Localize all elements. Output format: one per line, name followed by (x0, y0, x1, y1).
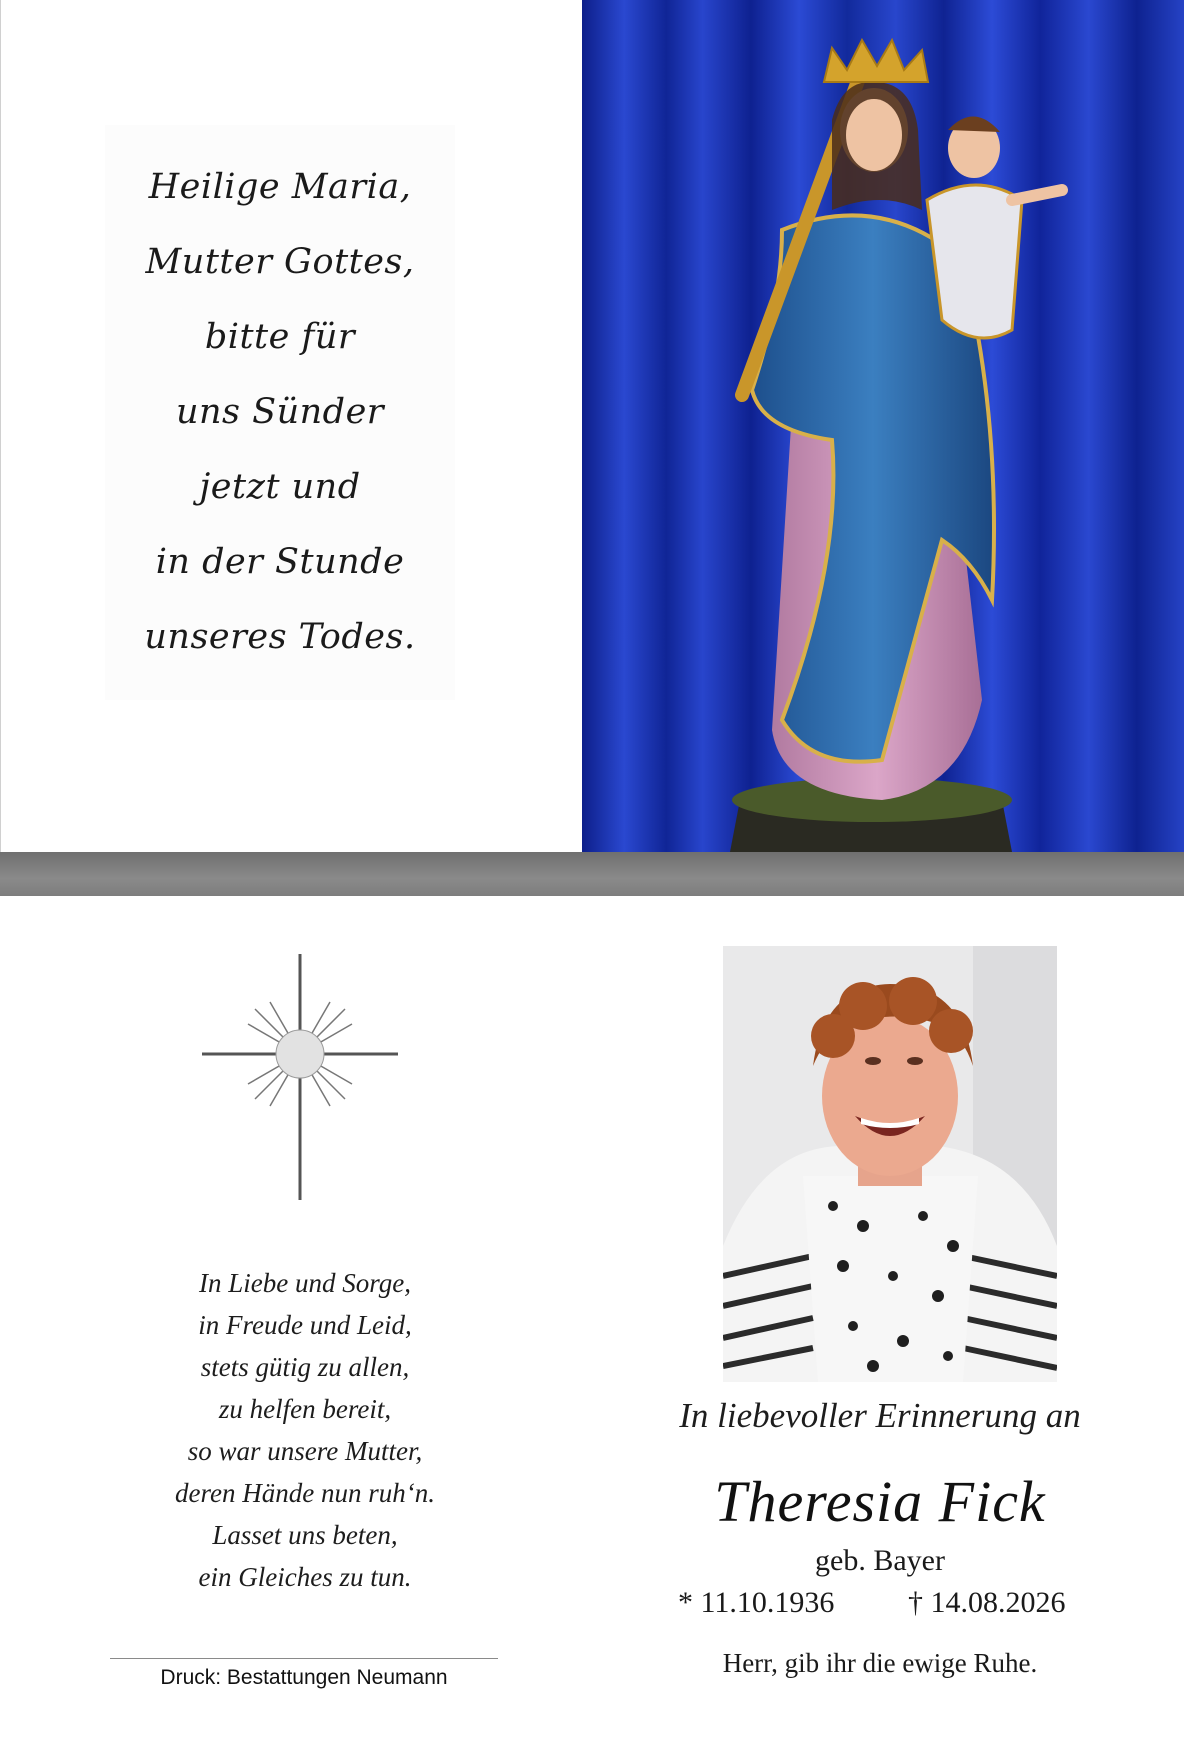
poem-line: Lasset uns beten, (212, 1520, 398, 1550)
madonna-statue-image (582, 0, 1184, 852)
prayer-line: Mutter Gottes, (145, 242, 415, 282)
poem-line: so war unsere Mutter, (187, 1436, 423, 1466)
poem-block (110, 1262, 500, 1598)
prayer-text-block (105, 125, 455, 700)
card-front (0, 0, 1184, 852)
prayer-line: unseres Todes. (144, 617, 416, 657)
death-date: † 14.08.2026 (908, 1586, 1066, 1619)
poem-line: In Liebe und Sorge, (199, 1268, 411, 1298)
star-cross-icon (200, 954, 400, 1200)
divider (110, 1658, 498, 1659)
deceased-name: Theresia Fick (714, 1469, 1046, 1534)
poem-line: in Freude und Leid, (198, 1310, 412, 1340)
life-dates (620, 1586, 1140, 1626)
prayer-line: uns Sünder (175, 392, 385, 432)
card-back (0, 896, 1184, 1746)
prayer-line: bitte für (204, 317, 356, 357)
page-separator (0, 852, 1184, 896)
prayer-line: Heilige Maria, (148, 167, 412, 207)
poem-line: stets gütig zu allen, (200, 1352, 410, 1382)
print-credit: Druck: Bestattungen Neumann (160, 1666, 448, 1689)
maiden-name: geb. Bayer (815, 1544, 945, 1577)
poem-line: deren Hände nun ruh‘n. (175, 1478, 435, 1508)
memorial-intro: In liebevoller Erinnerung an (679, 1396, 1081, 1435)
birth-date: * 11.10.1936 (678, 1586, 835, 1619)
prayer-line: jetzt und (199, 467, 361, 507)
prayer-line: in der Stunde (155, 542, 405, 582)
poem-line: ein Gleiches zu tun. (198, 1562, 412, 1592)
blessing-text: Herr, gib ihr die ewige Ruhe. (722, 1648, 1038, 1678)
poem-line: zu helfen bereit, (218, 1394, 392, 1424)
portrait-photo (723, 946, 1057, 1382)
